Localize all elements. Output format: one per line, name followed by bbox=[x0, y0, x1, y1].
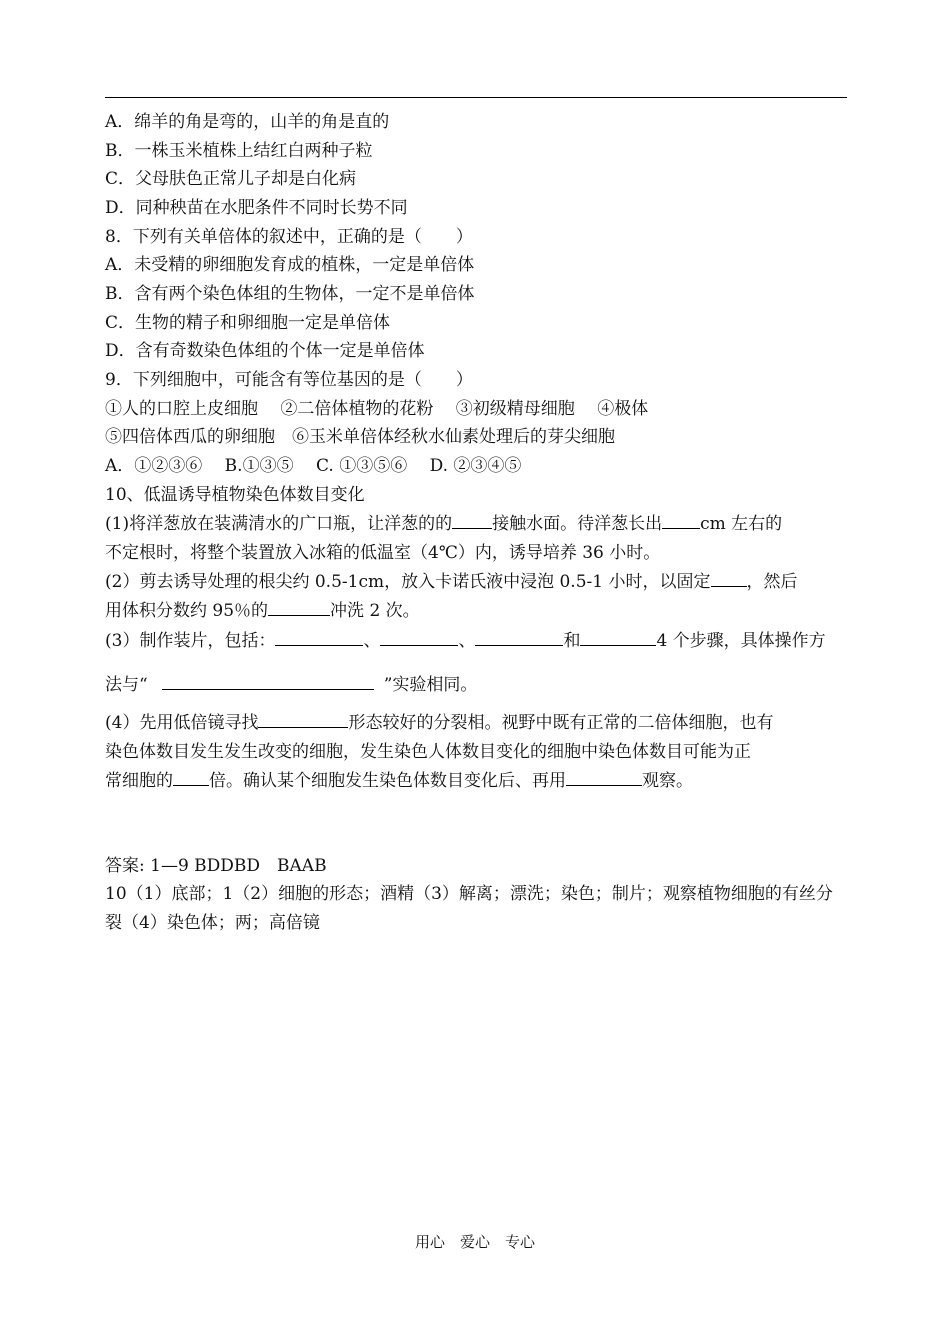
q9-items-line1: ①人的口腔上皮细胞 ②二倍体植物的花粉 ③初级精母细胞 ④极体 bbox=[105, 399, 649, 419]
q10-p2-line1 bbox=[105, 568, 798, 596]
fill-blank bbox=[662, 512, 700, 529]
fill-blank bbox=[711, 570, 747, 587]
q8-option-c: C．生物的精子和卵细胞一定是单倍体 bbox=[105, 313, 391, 333]
q10-p4-line1 bbox=[105, 709, 773, 737]
q8-option-b: B．含有两个染色体组的生物体，一定不是单倍体 bbox=[105, 284, 475, 304]
q10-p1-line2: 不定根时，将整个装置放入冰箱的低温室（4℃）内，诱导培养 36 小时。 bbox=[105, 543, 661, 563]
fill-blank bbox=[566, 769, 642, 786]
fill-blank bbox=[258, 711, 348, 728]
q10-p3-and: 和 bbox=[563, 631, 581, 651]
q10-p2-text-d: 冲洗 2 次。 bbox=[330, 601, 420, 621]
q7-option-a: A．绵羊的角是弯的，山羊的角是直的 bbox=[105, 112, 390, 132]
q10-title: 10、低温诱导植物染色体数目变化 bbox=[105, 485, 365, 505]
answers-line3: 裂（4）染色体；两；高倍镜 bbox=[105, 913, 320, 933]
q10-p4-text-a: (4）先用低倍镜寻找 bbox=[105, 713, 259, 733]
q9-items-line2: ⑤四倍体西瓜的卵细胞 ⑥玉米单倍体经秋水仙素处理后的芽尖细胞 bbox=[105, 427, 615, 447]
answers-line1: 答案: 1—9 BDDBD BAAB bbox=[105, 856, 327, 876]
q10-p1-text-a: (1)将洋葱放在装满清水的广口瓶，让洋葱的的 bbox=[105, 514, 453, 534]
fill-blank bbox=[452, 512, 492, 529]
q10-p4-text-b: 形态较好的分裂相。视野中既有正常的二倍体细胞，也有 bbox=[348, 713, 774, 733]
q10-p4-text-d: 常细胞的 bbox=[105, 771, 173, 791]
q10-p3-sep2: 、 bbox=[458, 631, 476, 651]
fill-blank bbox=[475, 629, 563, 646]
fill-blank bbox=[380, 629, 458, 646]
q7-option-b: B．一株玉米植株上结红白两种子粒 bbox=[105, 141, 373, 161]
fill-blank bbox=[580, 629, 656, 646]
q10-p2-text-b: ，然后 bbox=[746, 572, 798, 592]
q10-p2-text-c: 用体积分数约 95％的 bbox=[105, 601, 269, 621]
q10-p3-text-a: (3）制作装片，包括： bbox=[105, 631, 276, 651]
fill-blank bbox=[173, 769, 209, 786]
q10-p3-text-b: 4 个步骤，具体操作方 bbox=[656, 631, 826, 651]
q9-choices: A．①②③⑥ B.①③⑤ C. ①③⑤⑥ D. ②③④⑤ bbox=[105, 456, 522, 476]
q10-p3-line1 bbox=[105, 627, 826, 655]
q8-option-d: D．含有奇数染色体组的个体一定是单倍体 bbox=[105, 341, 425, 361]
page-footer: 用心 爱心 专心 bbox=[414, 1233, 535, 1251]
q7-option-c: C．父母肤色正常儿子却是白化病 bbox=[105, 169, 357, 189]
q10-p4-line2: 染色体数目发生发生改变的细胞，发生染色人体数目变化的细胞中染色体数目可能为正 bbox=[105, 742, 751, 762]
q10-p3-line2 bbox=[105, 671, 477, 699]
q9-stem: 9．下列细胞中，可能含有等位基因的是（ ） bbox=[105, 370, 473, 390]
q10-p1-text-c: cm 左右的 bbox=[700, 514, 783, 534]
answers-line2: 10（1）底部；1（2）细胞的形态；酒精（3）解离；漂洗；染色；制片；观察植物细胞的有丝分 bbox=[105, 884, 833, 904]
q8-stem: 8．下列有关单倍体的叙述中，正确的是（ ） bbox=[105, 227, 473, 247]
q8-option-a: A．未受精的卵细胞发育成的植株，一定是单倍体 bbox=[105, 255, 475, 275]
q10-p2-text-a: (2）剪去诱导处理的根尖约 0.5-1cm，放入卡诺氏液中浸泡 0.5-1 小时，以固定 bbox=[105, 572, 711, 592]
q10-p4-text-f: 观察。 bbox=[642, 771, 693, 791]
fill-blank bbox=[162, 673, 374, 690]
q10-p3-sep1: 、 bbox=[363, 631, 381, 651]
q10-p2-line2 bbox=[105, 597, 420, 625]
q7-option-d: D．同种秧苗在水肥条件不同时长势不同 bbox=[105, 198, 408, 218]
q10-p4-text-e: 倍。确认某个细胞发生染色体数目变化后、再用 bbox=[209, 771, 566, 791]
q10-p3-text-c: 法与“ bbox=[105, 675, 148, 695]
q10-p1-text-b: 接触水面。待洋葱长出 bbox=[492, 514, 663, 534]
q10-p1-line1 bbox=[105, 510, 782, 538]
fill-blank bbox=[268, 599, 330, 616]
q10-p4-line3 bbox=[105, 767, 693, 795]
header-rule bbox=[105, 97, 847, 98]
q10-p3-text-d: ”实验相同。 bbox=[383, 675, 478, 695]
fill-blank bbox=[275, 629, 363, 646]
